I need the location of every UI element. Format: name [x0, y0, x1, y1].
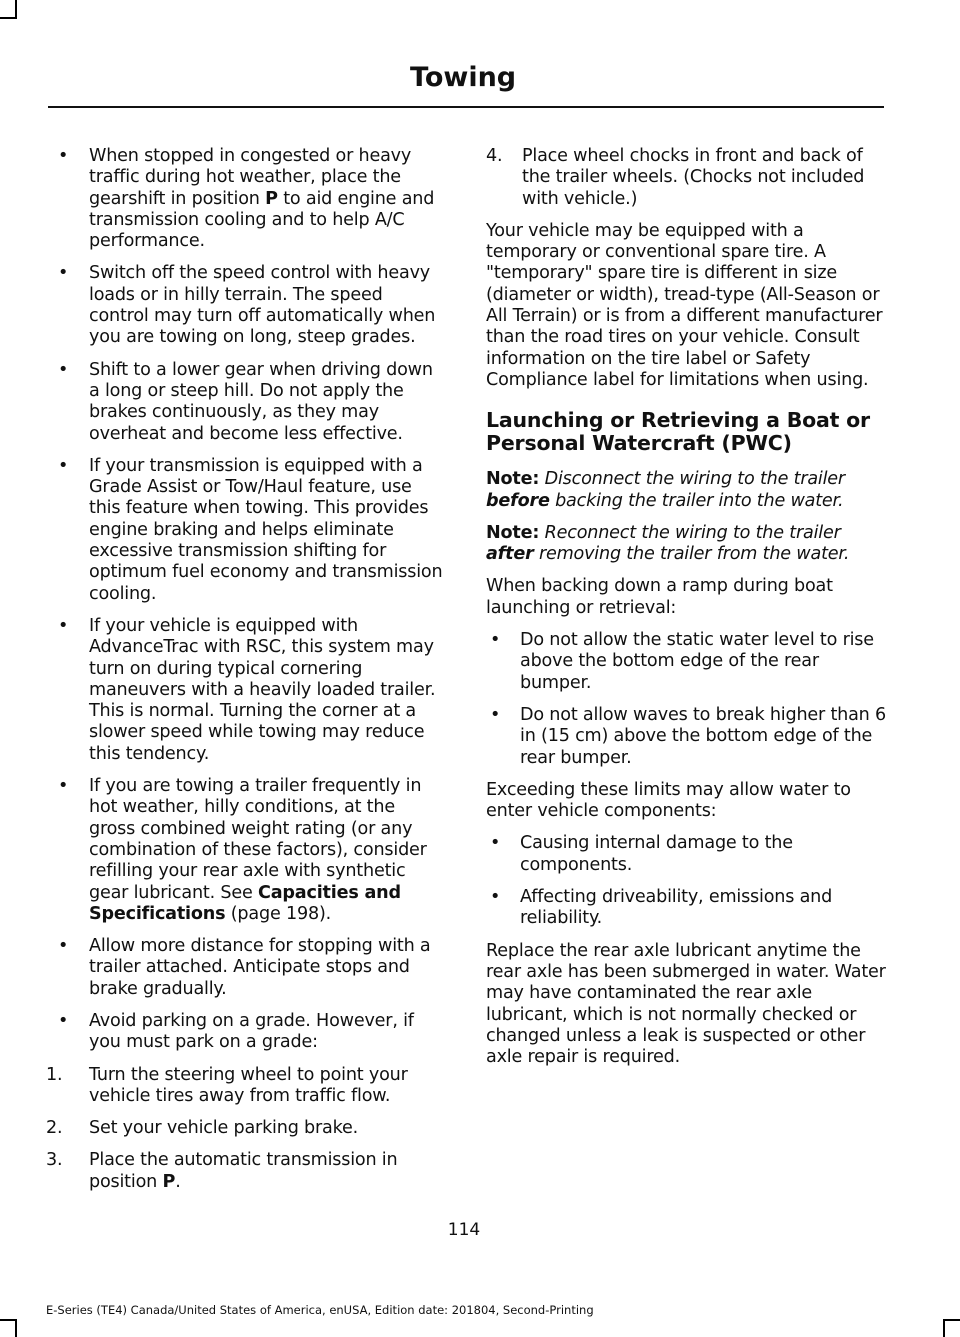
list-item — [46, 936, 446, 1000]
list-item — [486, 705, 886, 769]
crop-mark — [15, 1319, 17, 1337]
replace-lubricant-paragraph: Replace the rear axle lubricant anytime the rear axle has been submerged in water. Water may have contaminated the rear axle lubricant, which is not normally checked or changed unless a leak is suspected or other axle repair is required. — [486, 940, 886, 1068]
note-text: removing the trailer from the water. — [533, 544, 850, 565]
list-item — [46, 616, 446, 765]
note-text: Disconnect the wiring to the trailer — [539, 469, 845, 490]
page-number: 114 — [447, 1220, 481, 1240]
bullet-marker: • — [58, 455, 69, 476]
bullet-marker: • — [58, 615, 69, 636]
step-number: 4. — [486, 146, 503, 166]
list-item-text: If you are towing a trailer frequently in hot weather, hilly conditions, at the gross combined weight rating (or any combination of these factors), consider refilling your rear axle with synthetic gear lubricant. See — [89, 776, 427, 903]
bullet-marker: • — [58, 936, 69, 957]
footer-edition-info: E-Series (TE4) Canada/United States of America, enUSA, Edition date: 201804, Second-Printing — [46, 1303, 594, 1317]
bullet-marker: • — [58, 776, 69, 797]
list-item-text: Causing internal damage to the components. — [520, 833, 793, 875]
list-item — [486, 887, 886, 930]
list-item — [46, 1011, 446, 1054]
note-label: Note: — [486, 522, 540, 543]
bullet-marker: • — [58, 359, 69, 380]
step-text: Set your vehicle parking brake. — [89, 1118, 359, 1139]
note-label: Note: — [486, 469, 540, 490]
crop-mark — [0, 17, 17, 19]
list-item-text: to aid engine and transmission cooling and to help A/C performance. — [89, 188, 435, 252]
bullet-marker: • — [490, 833, 501, 854]
list-item-text: When stopped in congested or heavy traffic during hot weather, place the gearshift in position — [89, 146, 412, 209]
list-item-text: Allow more distance for stopping with a trailer attached. Anticipate stops and brake gradually. — [89, 936, 431, 999]
list-item-text: Shift to a lower gear when driving down a long or steep hill. Do not apply the brakes continuously, as they may overheat and become less effective. — [89, 359, 433, 444]
list-item — [46, 456, 446, 605]
list-item — [46, 776, 446, 925]
step-number: 1. — [46, 1064, 63, 1085]
backing-intro: When backing down a ramp during boat launching or retrieval: — [486, 576, 833, 618]
crop-mark — [943, 1319, 945, 1337]
spare-tire-paragraph: Your vehicle may be equipped with a temporary or conventional spare tire. A "temporary" spare tire is different in size (diameter or width), tread-type (All-Season or All Terrain) or is from a different manufacturer than the road tires on your vehicle. Consult information on the tire label or Safety Compliance label for limitations when using. — [486, 220, 883, 390]
gear-position-label: P — [162, 1171, 176, 1192]
step-text: Place wheel chocks in front and back of the trailer wheels. (Chocks not included with vehicle.) — [522, 146, 865, 209]
bullet-marker: • — [490, 630, 501, 651]
step-number: 3. — [46, 1150, 63, 1171]
crop-mark — [0, 1319, 17, 1321]
header-divider — [48, 106, 884, 108]
step-number: 2. — [46, 1118, 63, 1139]
note — [486, 469, 886, 512]
bullet-marker: • — [490, 704, 501, 725]
note-emphasis: after — [486, 544, 534, 565]
step-text: Turn the steering wheel to point your vehicle tires away from traffic flow. — [89, 1064, 408, 1106]
list-item-text: Switch off the speed control with heavy loads or in hilly terrain. The speed control may turn off automatically when you are towing on long, steep grades. — [89, 263, 436, 348]
list-item-text: Affecting driveability, emissions and reliability. — [520, 887, 833, 929]
bullet-marker: • — [58, 263, 69, 284]
note-text: Reconnect the wiring to the trailer — [539, 522, 841, 543]
bullet-marker: • — [58, 146, 69, 166]
note-emphasis: before — [486, 490, 550, 511]
note — [486, 523, 886, 566]
bullet-marker: • — [490, 887, 501, 908]
numbered-step — [486, 146, 886, 210]
numbered-step — [46, 1150, 446, 1193]
list-item — [46, 360, 446, 445]
exceed-intro: Exceeding these limits may allow water to enter vehicle components: — [486, 779, 851, 822]
numbered-step — [46, 1065, 446, 1108]
list-item — [486, 630, 886, 694]
page-reference: (page 198). — [225, 903, 332, 924]
crop-mark — [943, 1319, 960, 1321]
gear-position-label: P — [265, 188, 278, 209]
list-item-text: If your vehicle is equipped with AdvanceTrac with RSC, this system may turn on during typical cornering maneuvers with a heavily loaded trailer. This is normal. Turning the corner at a slower speed while towing may reduce this tendency. — [89, 615, 436, 764]
left-column — [46, 146, 446, 1204]
list-item-text: Avoid parking on a grade. However, if you must park on a grade: — [89, 1010, 414, 1053]
step-text: . — [175, 1171, 181, 1192]
list-item — [46, 263, 446, 348]
crop-mark — [15, 0, 17, 18]
list-item-text: If your transmission is equipped with a Grade Assist or Tow/Haul feature, use this feature when towing. This provides engine braking and helps eliminate excessive transmission shifting for optimum fuel economy and transmission cooling. — [89, 455, 443, 604]
step-text: Place the automatic transmission in position — [89, 1150, 398, 1192]
list-item — [486, 833, 886, 876]
right-column — [486, 146, 886, 1079]
section-heading: Launching or Retrieving a Boat or Personal Watercraft (PWC) — [486, 408, 870, 456]
page-title: Towing — [410, 62, 517, 93]
list-item-text: Do not allow the static water level to rise above the bottom edge of the rear bumper. — [520, 630, 874, 693]
list-item — [46, 146, 446, 252]
list-item-text: Do not allow waves to break higher than 6 in (15 cm) above the bottom edge of the rear bumper. — [520, 704, 887, 768]
numbered-step — [46, 1118, 446, 1139]
cross-reference-link[interactable]: Capacities and Specifications — [89, 882, 401, 924]
bullet-marker: • — [58, 1010, 69, 1031]
note-text: backing the trailer into the water. — [549, 490, 844, 511]
